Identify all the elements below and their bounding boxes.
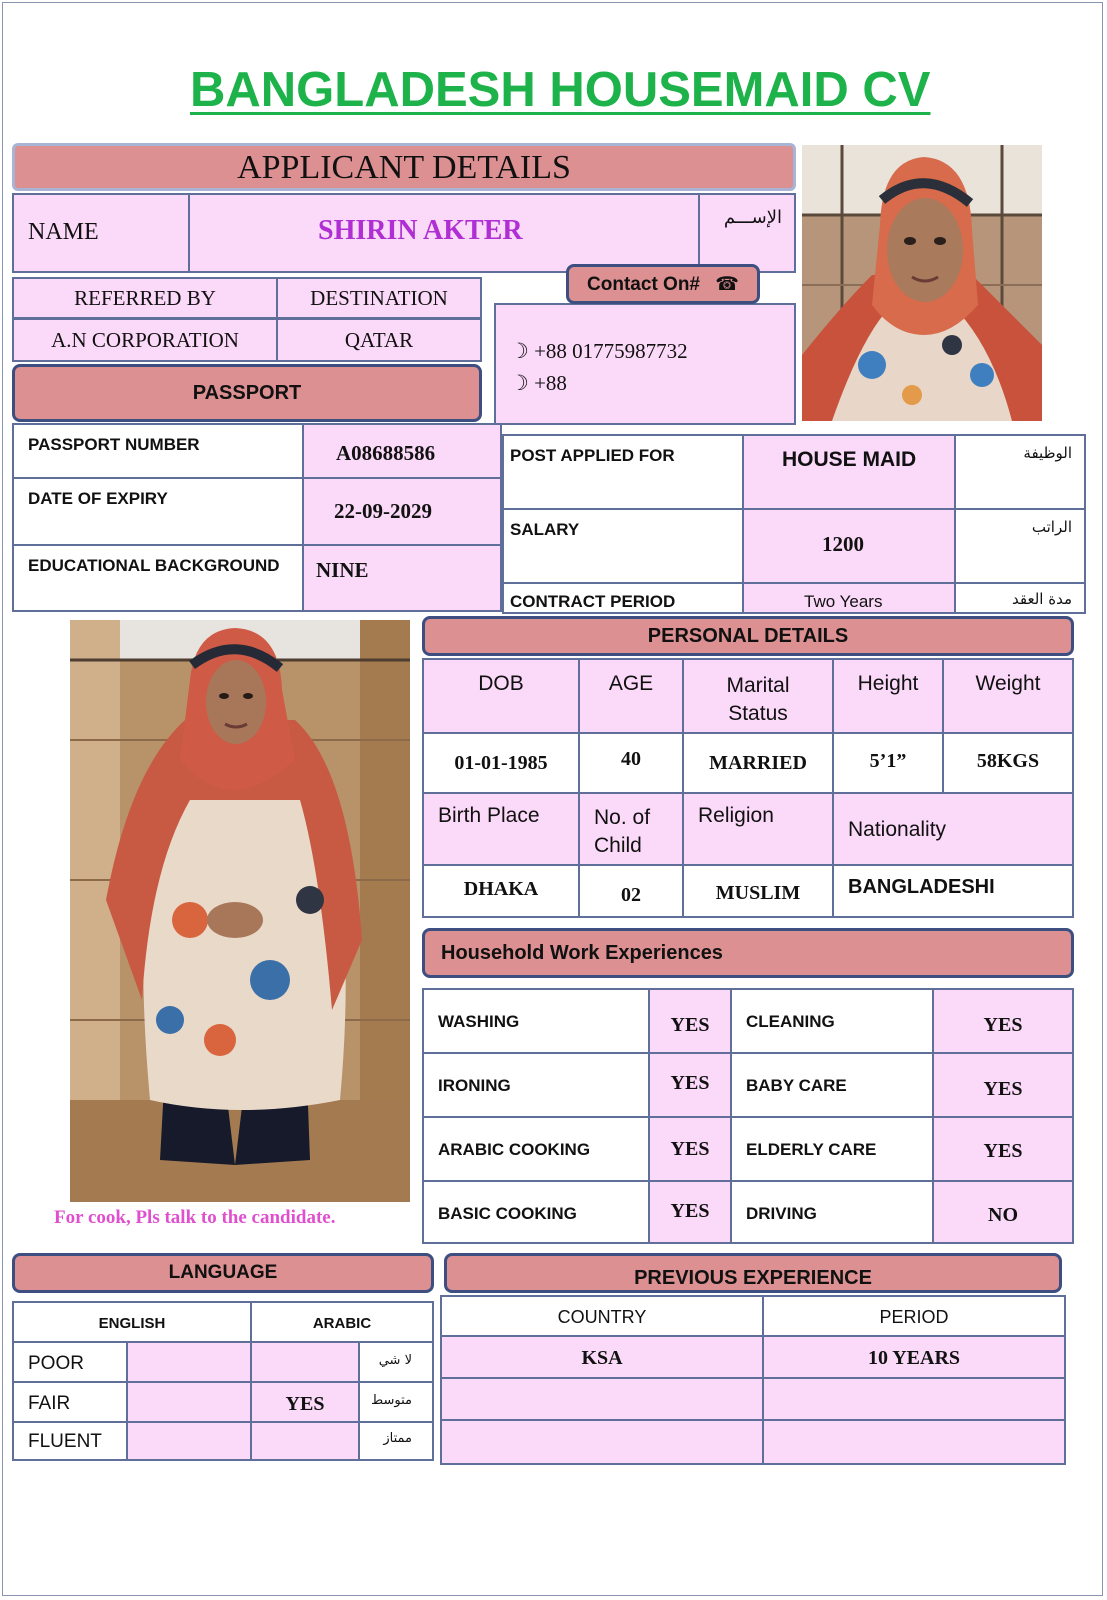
household-task-value: NO <box>988 1204 1018 1226</box>
applicant-portrait-photo <box>802 145 1042 421</box>
previous-row-1-country <box>440 1377 764 1421</box>
household-row-3-right-value <box>932 1180 1074 1244</box>
language-row-0-arabic-label <box>358 1341 434 1383</box>
passport-header-text: PASSPORT <box>192 382 302 404</box>
weight-value-cell <box>942 732 1074 794</box>
birthplace-label: Birth Place <box>438 804 540 827</box>
height-label: Height <box>857 672 919 695</box>
household-row-1-left-label <box>422 1052 650 1118</box>
passport-number-value-cell <box>302 423 502 479</box>
household-task-value: YES <box>670 1072 710 1094</box>
passport-number-label: PASSPORT NUMBER <box>28 435 200 454</box>
period-label: PERIOD <box>879 1307 949 1327</box>
household-task-label: ARABIC COOKING <box>438 1140 591 1159</box>
household-row-1-right-label <box>730 1052 934 1118</box>
passport-header <box>12 364 482 422</box>
arabic-label: ARABIC <box>312 1315 372 1332</box>
name-arabic-cell <box>698 193 796 273</box>
household-row-2-right-value <box>932 1116 1074 1182</box>
language-row-1-english <box>126 1381 252 1423</box>
household-row-1-left-value <box>648 1052 732 1118</box>
previous-country-header <box>440 1295 764 1337</box>
household-task-label: IRONING <box>438 1076 511 1095</box>
language-row-2-label <box>12 1421 128 1461</box>
name-label: NAME <box>28 219 99 245</box>
nationality-value-cell <box>832 864 1074 918</box>
name-arabic-label: الإســـم <box>723 207 782 228</box>
post-value: HOUSE MAID <box>782 448 917 471</box>
language-row-1-label <box>12 1381 128 1423</box>
salary-label: SALARY <box>510 520 580 539</box>
education-value: NINE <box>316 558 369 582</box>
household-task-value: YES <box>983 1078 1023 1100</box>
personal-details-header-text: PERSONAL DETAILS <box>647 625 849 647</box>
language-arabic-value: YES <box>285 1393 325 1415</box>
religion-value-cell <box>682 864 834 918</box>
language-level-label: POOR <box>28 1353 84 1374</box>
language-level-arabic-label: متوسط <box>371 1393 412 1408</box>
destination-value: QATAR <box>344 328 414 352</box>
nationality-label: Nationality <box>848 818 947 841</box>
salary-value: 1200 <box>822 532 864 556</box>
religion-label-cell <box>682 792 834 866</box>
household-task-label: BASIC COOKING <box>438 1204 577 1223</box>
household-row-3-left-label <box>422 1180 650 1244</box>
language-row-0-arabic <box>250 1341 360 1383</box>
dob-value-cell <box>422 732 580 794</box>
marital-value-cell <box>682 732 834 794</box>
name-label-cell <box>12 193 190 273</box>
household-task-value: YES <box>983 1014 1023 1036</box>
marital-label: Marital Status <box>726 674 790 725</box>
dob-label-cell <box>422 658 580 734</box>
height-value-cell <box>832 732 944 794</box>
language-row-1-arabic <box>250 1381 360 1423</box>
contract-value: Two Years <box>804 592 883 611</box>
household-row-2-left-label <box>422 1116 650 1182</box>
expiry-label-cell <box>12 477 304 546</box>
household-row-3-right-label <box>730 1180 934 1244</box>
household-header-text: Household Work Experiences <box>441 942 723 964</box>
previous-country-value: KSA <box>581 1347 623 1369</box>
education-label-cell <box>12 544 304 612</box>
household-task-label: DRIVING <box>746 1204 817 1223</box>
telephone-icon: ☎ <box>715 273 739 295</box>
contact-header-text: Contact On# <box>587 274 700 295</box>
name-value-cell <box>188 193 700 273</box>
portrait-illustration <box>802 145 1042 421</box>
children-value: 02 <box>621 884 641 906</box>
household-row-0-right-label <box>730 988 934 1054</box>
birthplace-label-cell <box>422 792 580 866</box>
dob-value: 01-01-1985 <box>454 752 548 774</box>
marital-value: MARRIED <box>709 752 807 774</box>
age-label: AGE <box>608 672 654 695</box>
post-value-cell <box>742 434 956 510</box>
contract-arabic-cell <box>954 582 1086 614</box>
language-arabic-header <box>250 1301 434 1343</box>
salary-arabic-cell <box>954 508 1086 584</box>
previous-row-0-period <box>762 1335 1066 1379</box>
destination-label-cell <box>276 277 482 319</box>
post-arabic-label: الوظيفة <box>1023 444 1072 462</box>
referred-by-label: REFERRED BY <box>74 286 216 310</box>
contract-label: CONTRACT PERIOD <box>510 592 676 611</box>
language-level-label: FLUENT <box>28 1431 102 1452</box>
weight-label-cell <box>942 658 1074 734</box>
household-row-2-left-value <box>648 1116 732 1182</box>
language-header-text: LANGUAGE <box>168 1262 278 1283</box>
contract-label-cell <box>502 582 744 614</box>
contact-header <box>566 264 760 304</box>
previous-row-2-period <box>762 1419 1066 1465</box>
household-task-label: BABY CARE <box>746 1076 847 1095</box>
household-task-value: YES <box>983 1140 1023 1162</box>
language-level-label: FAIR <box>28 1393 71 1414</box>
age-value: 40 <box>621 748 641 770</box>
post-label: POST APPLIED FOR <box>510 446 675 465</box>
height-label-cell <box>832 658 944 734</box>
personal-details-header <box>422 616 1074 656</box>
weight-label: Weight <box>975 672 1041 695</box>
previous-row-0-country <box>440 1335 764 1379</box>
expiry-label: DATE OF EXPIRY <box>28 489 168 508</box>
salary-arabic-label: الراتب <box>1031 518 1072 536</box>
household-task-label: ELDERLY CARE <box>746 1140 877 1159</box>
full-photo-illustration <box>70 620 410 1202</box>
nationality-value: BANGLADESHI <box>848 876 995 898</box>
destination-label: DESTINATION <box>310 286 448 310</box>
post-arabic-cell <box>954 434 1086 510</box>
language-row-1-arabic-label <box>358 1381 434 1423</box>
dob-label: DOB <box>478 672 524 695</box>
language-row-0-label <box>12 1341 128 1383</box>
height-value: 5’1” <box>869 750 907 772</box>
country-label: COUNTRY <box>557 1307 647 1327</box>
phone-2: +88 <box>534 371 567 395</box>
nationality-label-cell <box>832 792 1074 866</box>
previous-row-2-country <box>440 1419 764 1465</box>
language-level-arabic-label: ممتاز <box>383 1431 412 1446</box>
passport-number-label-cell <box>12 423 304 479</box>
household-row-0-left-label <box>422 988 650 1054</box>
birthplace-value-cell <box>422 864 580 918</box>
household-row-2-right-label <box>730 1116 934 1182</box>
language-header <box>12 1253 434 1293</box>
household-task-label: CLEANING <box>746 1012 835 1031</box>
name-value: SHIRIN AKTER <box>318 215 523 246</box>
cook-note: For cook, Pls talk to the candidate. <box>54 1207 336 1228</box>
english-label: ENGLISH <box>98 1315 166 1332</box>
expiry-value-cell <box>302 477 502 546</box>
household-task-label: WASHING <box>438 1012 520 1031</box>
household-row-0-left-value <box>648 988 732 1054</box>
contract-value-cell <box>742 582 956 614</box>
language-level-arabic-label: لا شي <box>378 1353 412 1368</box>
birthplace-value: DHAKA <box>463 878 539 900</box>
salary-value-cell <box>742 508 956 584</box>
phone-row-1 <box>510 339 688 364</box>
household-header <box>422 928 1074 978</box>
language-row-2-english <box>126 1421 252 1461</box>
education-value-cell <box>302 544 502 612</box>
contract-arabic-label: مدة العقد <box>1012 590 1072 608</box>
previous-experience-header-text: PREVIOUS EXPERIENCE <box>634 1267 872 1289</box>
referred-by-value-cell <box>12 318 278 362</box>
household-row-1-right-value <box>932 1052 1074 1118</box>
age-label-cell <box>578 658 684 734</box>
household-task-value: YES <box>670 1138 710 1160</box>
referred-by-label-cell <box>12 277 278 319</box>
age-value-cell <box>578 732 684 794</box>
household-task-value: YES <box>670 1200 710 1222</box>
language-row-0-english <box>126 1341 252 1383</box>
referred-by-value: A.N CORPORATION <box>51 328 239 352</box>
household-row-3-left-value <box>648 1180 732 1244</box>
post-label-cell <box>502 434 744 510</box>
contact-box <box>494 303 796 425</box>
religion-label: Religion <box>698 804 774 827</box>
page-title: BANGLADESH HOUSEMAID CV <box>190 63 931 117</box>
marital-label-cell <box>682 658 834 734</box>
children-value-cell <box>578 864 684 918</box>
applicant-full-photo <box>70 620 410 1202</box>
applicant-details-header <box>12 143 796 191</box>
previous-experience-header <box>444 1253 1062 1293</box>
phone-icon: ☽ <box>510 371 535 395</box>
destination-value-cell <box>276 318 482 362</box>
education-label: EDUCATIONAL BACKGROUND <box>28 556 280 575</box>
phone-row-2 <box>510 371 567 396</box>
phone-1: +88 01775987732 <box>534 339 688 363</box>
children-label: No. of Child <box>594 806 651 857</box>
household-task-value: YES <box>670 1014 710 1036</box>
expiry-value: 22-09-2029 <box>334 499 432 523</box>
applicant-details-header-text: APPLICANT DETAILS <box>237 149 571 186</box>
language-english-header <box>12 1301 252 1343</box>
previous-row-1-period <box>762 1377 1066 1421</box>
language-row-2-arabic <box>250 1421 360 1461</box>
passport-number-value: A08688586 <box>336 441 436 465</box>
children-label-cell <box>578 792 684 866</box>
household-row-0-right-value <box>932 988 1074 1054</box>
salary-label-cell <box>502 508 744 584</box>
weight-value: 58KGS <box>976 750 1040 772</box>
phone-icon: ☽ <box>510 339 535 363</box>
religion-value: MUSLIM <box>715 882 801 904</box>
previous-period-header <box>762 1295 1066 1337</box>
previous-period-value: 10 YEARS <box>867 1347 961 1369</box>
language-row-2-arabic-label <box>358 1421 434 1461</box>
